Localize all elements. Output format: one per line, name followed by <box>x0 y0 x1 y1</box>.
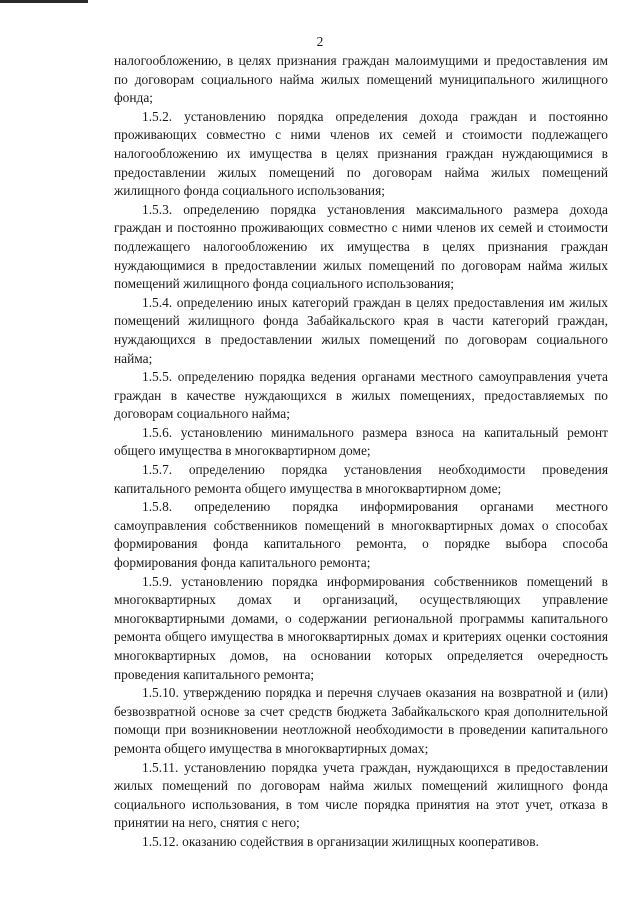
paragraph-1-5-10: 1.5.10. утверждению порядка и перечня случаев оказания на возвратной и (или) безвозвратной основе за счет средств бюджета Забайкальского края дополнительной помощи при возникновении неотложной необходимости в проведении капитального ремонта общего имущества в многоквартирных домах; <box>114 685 608 756</box>
paragraph-1-5-4: 1.5.4. определению иных категорий граждан в целях предоставления им жилых помещений жилищного фонда Забайкальского края в части категорий граждан, нуждающихся в предоставлении жилых помещений по договорам социального найма; <box>114 294 608 366</box>
paragraph-1-5-11: 1.5.11. установлению порядка учета граждан, нуждающихся в предоставлении жилых помещений по договорам найма жилых помещений жилищного фонда социального использования, в том числе порядка принятия на этот учет, отказа в принятии на него, снятия с него; <box>114 759 608 831</box>
paragraph-1-5-2: 1.5.2. установлению порядка определения дохода граждан и постоянно проживающих совместно с ними членов их семей и стоимости подлежащего налогообложению их имущества в целях признания граждан нуждающимися в предоставлении жилых помещений по договорам найма жилых помещений жилищного фонда социального использования; <box>114 108 608 199</box>
paragraph-1-5-8: 1.5.8. определению порядка информирования органами местного самоуправления собственников помещений в многоквартирных домах о способах формирования фонда капитального ремонта, о порядке выбора способа формирования фонда капитального ремонта; <box>114 499 608 571</box>
scan-edge-mark <box>0 0 88 3</box>
paragraph-continuation: налогообложению, в целях признания граждан малоимущими и предоставления им по договорам социального найма жилых помещений муниципального жилищного фонда; <box>114 53 608 106</box>
paragraph-1-5-7: 1.5.7. определению порядка установления необходимости проведения капитального ремонта общего имущества в многоквартирном доме; <box>114 462 608 496</box>
document-body <box>114 52 608 852</box>
paragraph-1-5-3: 1.5.3. определению порядка установления максимального размера дохода граждан и постоянно проживающих совместно с ними членов их семей и стоимости подлежащего налогообложению их имущества в целях признания граждан нуждающимися в предоставлении жилых помещений по договорам найма жилых помещений жилищного фонда социального использования; <box>114 201 608 292</box>
paragraph-1-5-9: 1.5.9. установлению порядка информирования собственников помещений в многоквартирных домах и организаций, осуществляющих управление многоквартирными домами, о содержании региональной программы капитального ремонта общего имущества в многоквартирных домах и критериях оценки состояния многоквартирных домов, на основании которых определяется очередность проведения капитального ремонта; <box>114 573 608 682</box>
paragraph-1-5-6: 1.5.6. установлению минимального размера взноса на капитальный ремонт общего имущества в многоквартирном доме; <box>114 424 608 459</box>
paragraph-1-5-12: 1.5.12. оказанию содействия в организации жилищных кооперативов. <box>142 833 539 849</box>
page-number: 2 <box>316 34 324 49</box>
paragraph-1-5-5: 1.5.5. определению порядка ведения органами местного самоуправления учета граждан в качестве нуждающихся в жилых помещениях, предоставляемых по договорам социального найма; <box>114 369 608 422</box>
